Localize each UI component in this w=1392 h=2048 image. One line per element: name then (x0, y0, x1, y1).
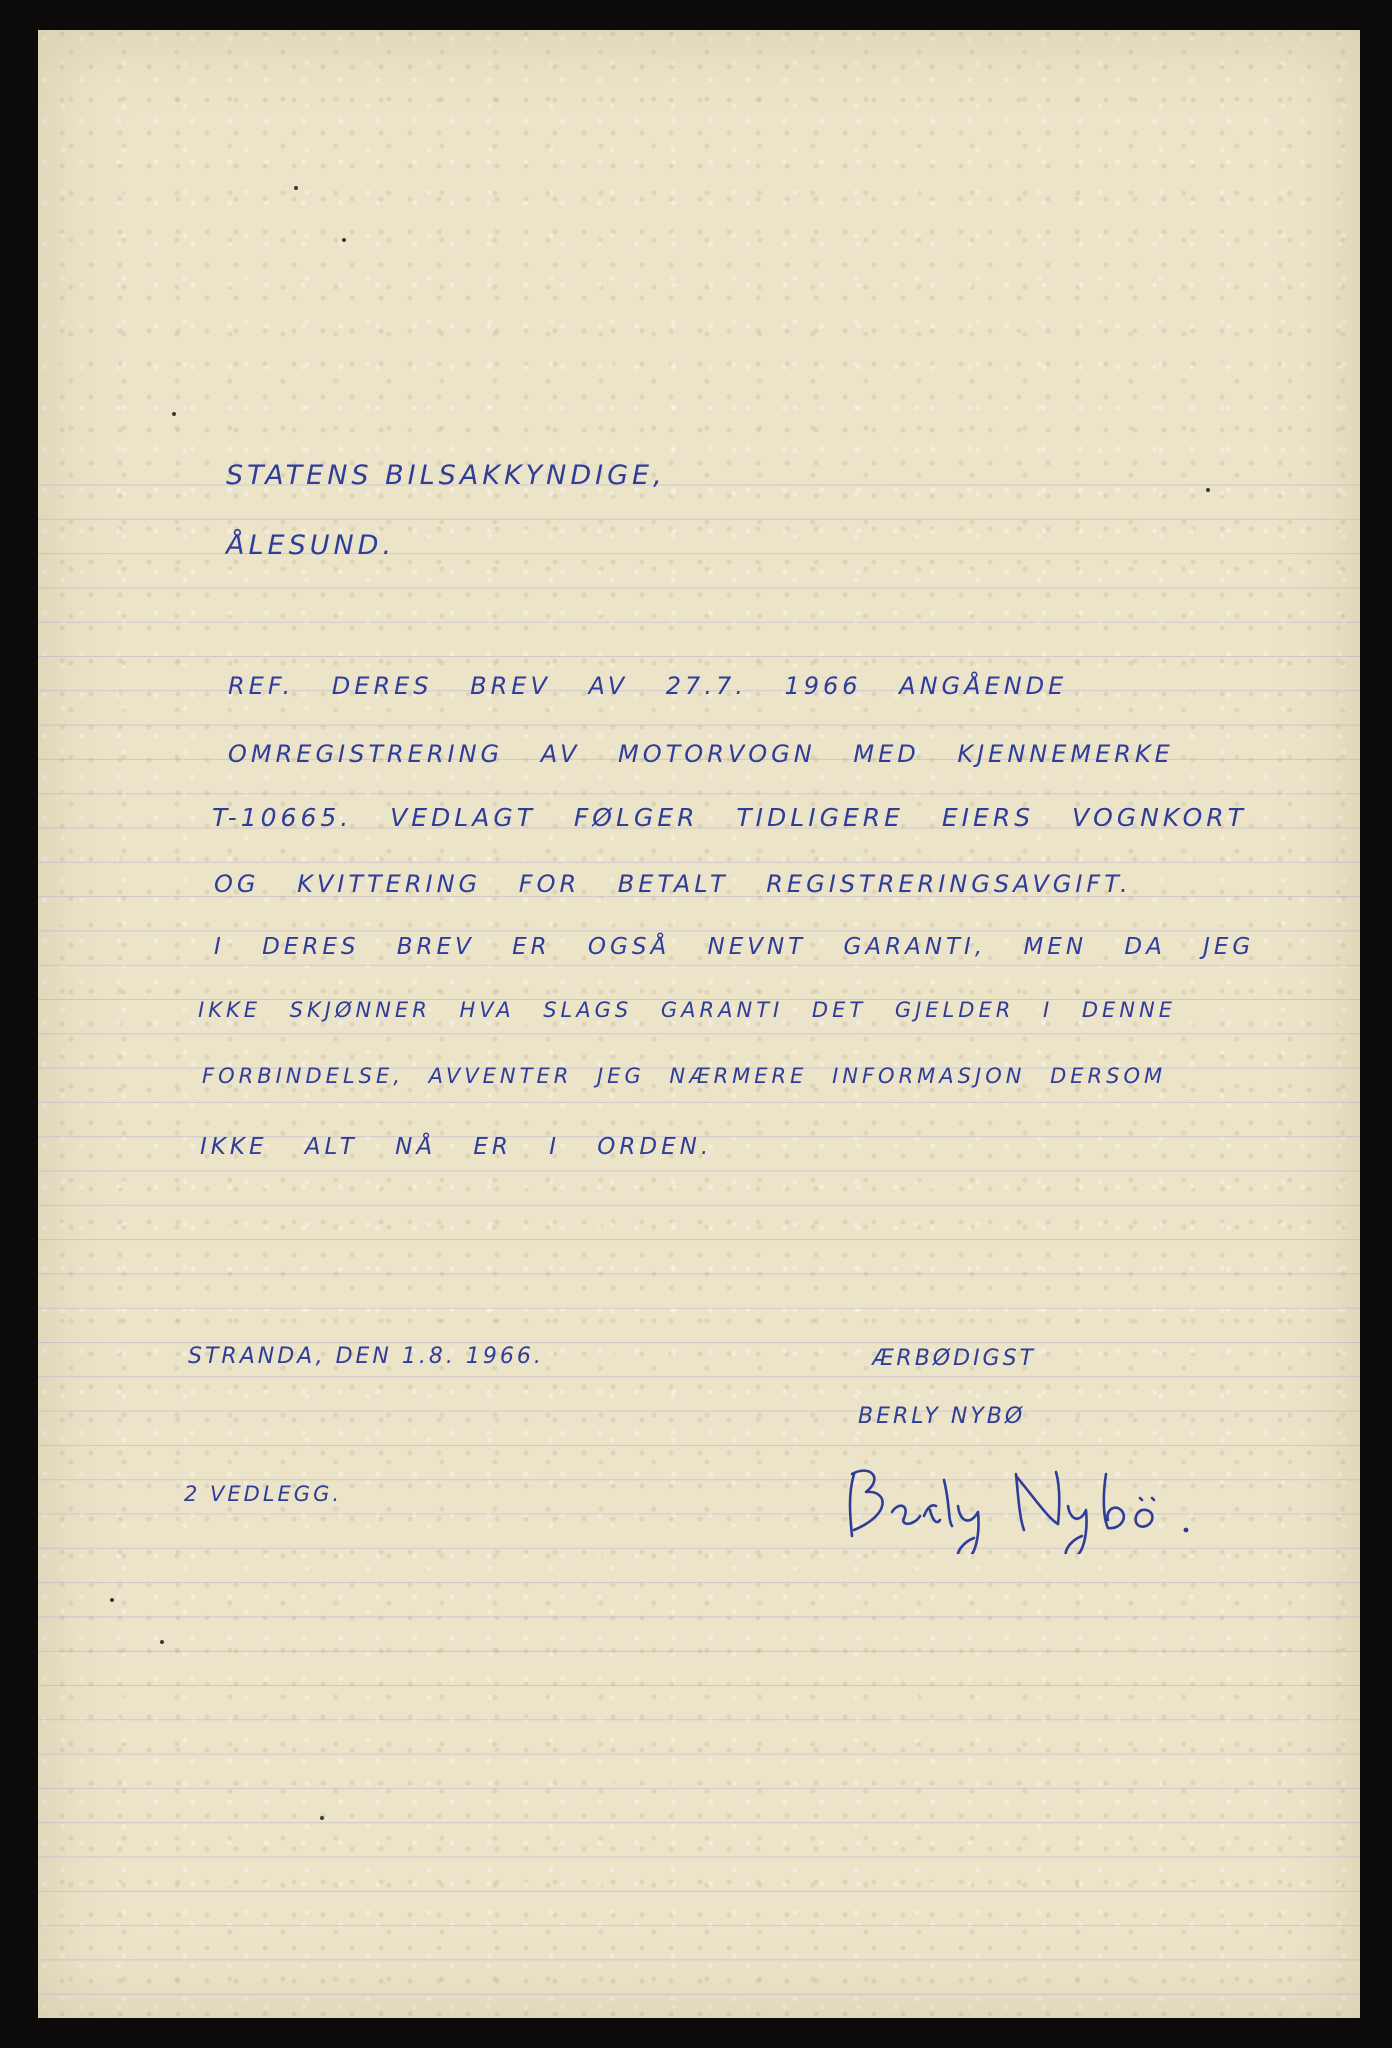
letter-page (38, 30, 1360, 2018)
recipient-line-2: ÅLESUND. (226, 530, 396, 561)
body-line-1: REF. DERES BREV AV 27.7. 1966 ANGÅENDE (228, 672, 1068, 700)
body-line-3: T-10665. VEDLAGT FØLGER TIDLIGERE EIERS VOGNKORT (212, 803, 1247, 832)
closing-text: ÆRBØDIGST (872, 1346, 1037, 1371)
body-line-2: OMREGISTRERING AV MOTORVOGN MED KJENNEMERKE (228, 740, 1174, 768)
place-date: STRANDA, DEN 1.8. 1966. (188, 1344, 544, 1369)
body-line-8: IKKE ALT NÅ ER I ORDEN. (200, 1134, 713, 1160)
enclosures-note: 2 VEDLEGG. (184, 1482, 343, 1506)
body-line-7: FORBINDELSE, AVVENTER JEG NÆRMERE INFORMASJON DERSOM (202, 1064, 1167, 1088)
speck (294, 186, 298, 190)
speck (160, 1640, 164, 1644)
speck (110, 1598, 114, 1602)
body-line-5: I DERES BREV ER OGSÅ NEVNT GARANTI, MEN DA JEG (214, 934, 1255, 960)
body-line-6: IKKE SKJØNNER HVA SLAGS GARANTI DET GJELDER I DENNE (198, 998, 1176, 1022)
recipient-line-1: STATENS BILSAKKYNDIGE, (226, 460, 666, 491)
sender-name: BERLY NYBØ (858, 1404, 1026, 1429)
body-line-4: OG KVITTERING FOR BETALT REGISTRERINGSAVGIFT. (214, 870, 1132, 898)
speck (320, 1816, 324, 1820)
ruled-lines (38, 30, 1360, 2018)
speck (1206, 488, 1210, 492)
speck (172, 412, 176, 416)
speck (342, 238, 346, 242)
handwritten-signature (840, 1434, 1220, 1554)
